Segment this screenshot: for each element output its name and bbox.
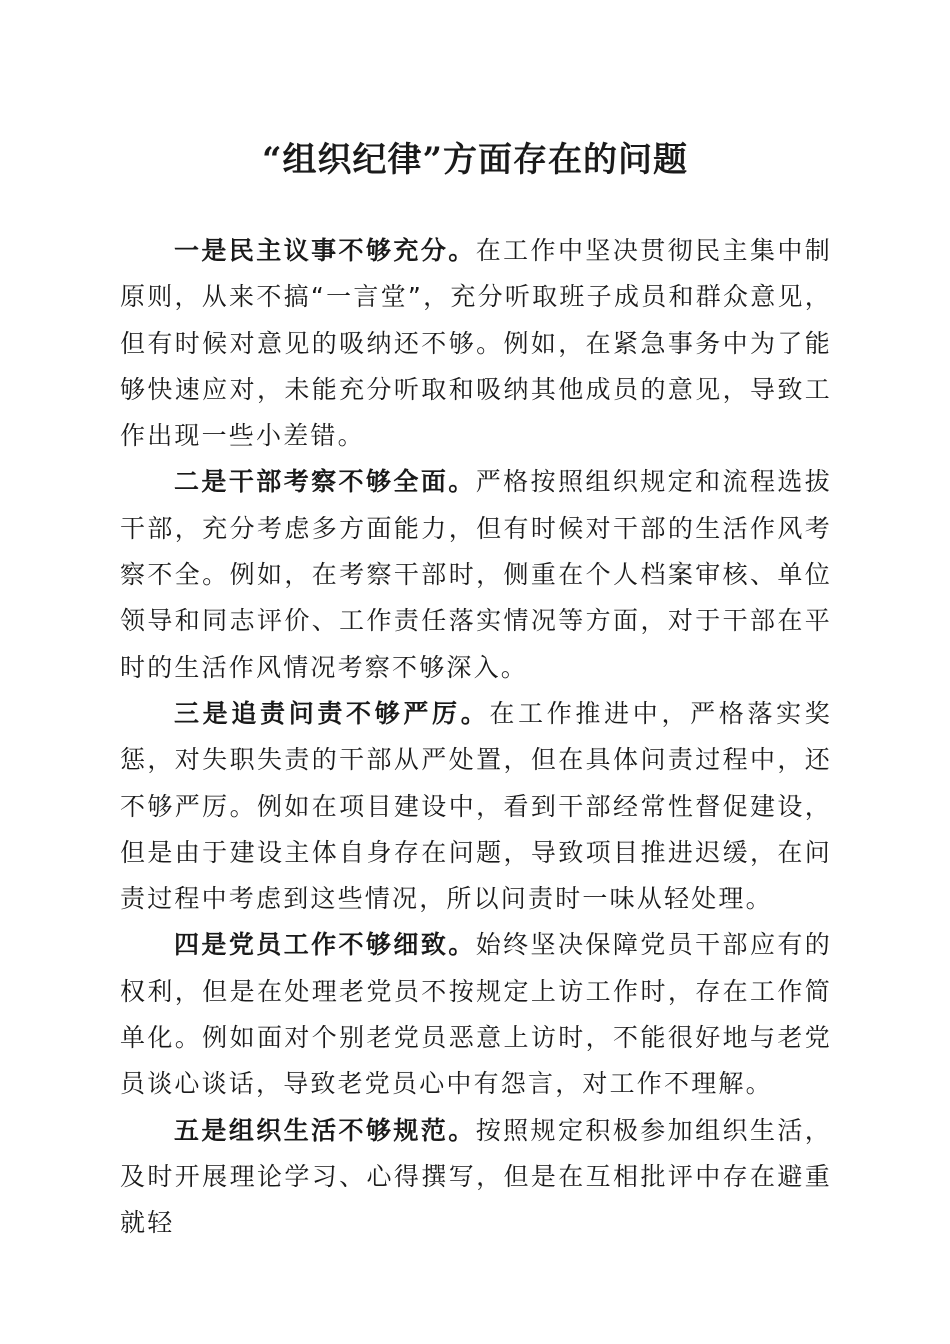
paragraph-text: 始终坚决保障党员干部应有的权利，但是在处理老党员不按规定上访工作时，存在工作简单化。例如面对个别老党员恶意上访时，不能很好地与老党员谈心谈话，导致老党员心中有怨言，对工作不理解。 [120, 930, 832, 1099]
paragraph-1 [120, 228, 832, 459]
paragraph-lead: 一是民主议事不够充分。 [174, 236, 476, 265]
paragraph-text: 在工作推进中，严格落实奖惩，对失职失责的干部从严处置，但在具体问责过程中，还不够严厉。例如在项目建设中，看到干部经常性督促建设，但是由于建设主体自身存在问题，导致项目推进迟缓，在问责过程中考虑到这些情况，所以问责时一味从轻处理。 [120, 698, 833, 914]
paragraph-lead: 二是干部考察不够全面。 [174, 467, 476, 497]
paragraph-3 [120, 691, 832, 922]
paragraph-text: 严格按照组织规定和流程选拔干部，充分考虑多方面能力，但有时候对干部的生活作风考察不全。例如，在考察干部时，侧重在个人档案审核、单位领导和同志评价、工作责任落实情况等方面，对于干部在平时的生活作风情况考察不够深入。 [120, 467, 832, 682]
paragraph-lead: 四是党员工作不够细致。 [174, 930, 476, 960]
paragraph-lead: 三是追责问责不够严厉。 [174, 698, 490, 728]
paragraph-4 [120, 922, 832, 1107]
paragraph-text: 在工作中坚决贯彻民主集中制原则，从来不搞“一言堂”，充分听取班子成员和群众意见，但有时候对意见的吸纳还不够。例如，在紧急事务中为了能够快速应对，未能充分听取和吸纳其他成员的意见，导致工作出现一些小差错。 [120, 236, 832, 451]
paragraph-lead: 五是组织生活不够规范。 [174, 1115, 476, 1145]
document-body [120, 228, 832, 1247]
paragraph-2 [120, 459, 832, 690]
document-title: “组织纪律”方面存在的问题 [261, 140, 689, 180]
paragraph-text: 按照规定积极参加组织生活，及时开展理论学习、心得撰写，但是在互相批评中存在避重就轻 [120, 1115, 832, 1238]
paragraph-5 [120, 1108, 832, 1247]
